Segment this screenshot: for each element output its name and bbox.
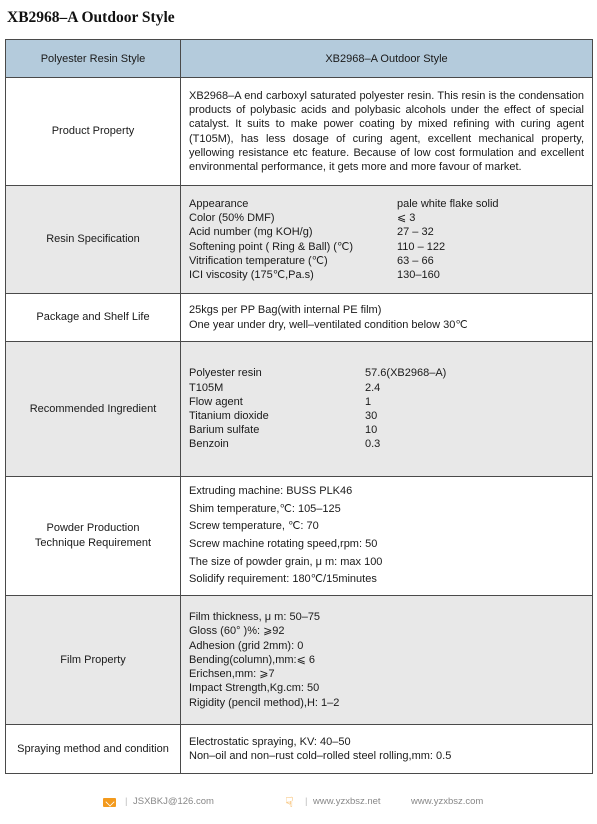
footer-website-com[interactable]: www.yzxbsz.com [411, 796, 484, 807]
page-title: XB2968–A Outdoor Style [7, 9, 175, 26]
footer-email[interactable]: JSXBKJ@126.com [133, 796, 214, 807]
ingredient-item: Barium sulfate 10 [189, 424, 378, 437]
table-header-row [6, 40, 593, 78]
row-package [6, 294, 593, 342]
ingredient-item: Titanium dioxide 30 [189, 410, 378, 422]
spraying-text: Electrostatic spraying, KV: 40–50 Non–oil and non–rust cold–rolled steel rolling,mm: 0.5 [181, 725, 593, 774]
ingredient-item: T105M 2.4 [189, 381, 381, 394]
label-package: Package and Shelf Life [6, 294, 181, 342]
label-resin-spec: Resin Specification [6, 186, 181, 294]
film-list: Film thickness, μ m: 50–75 Gloss (60° )%: ⩾92 Adhesion (grid 2mm): 0 Bending(column),mm:⩽ 6 Erichsen,mm: ⩾7 Impact Strength,Kg.cm: 50 Rigidity (pencil method),H: 1–2 [181, 596, 593, 725]
row-ingredient [6, 342, 593, 477]
footer-website-net[interactable]: www.yzxbsz.net [313, 796, 381, 807]
ingredient-item: Flow agent 1 [189, 395, 372, 408]
label-ingredient: Recommended Ingredient [6, 342, 181, 477]
spec-item: Color (50% DMF) ⩽ 3 [189, 212, 416, 225]
spec-item: Softening point ( Ring & Ball) (℃) 110 – 122 [189, 240, 446, 253]
footer-separator: | [305, 796, 308, 807]
spec-item: Appearance pale white flake solid [189, 197, 499, 210]
header-right: XB2968–A Outdoor Style [181, 40, 593, 78]
row-resin-spec [6, 186, 593, 294]
ingredient-list [181, 342, 593, 477]
ingredient-item: Polyester resin 57.6(XB2968–A) [189, 367, 447, 380]
spec-table [5, 39, 593, 774]
package-text: 25kgs per PP Bag(with internal PE film) One year under dry, well–ventilated condition below 30℃ [181, 294, 593, 342]
label-spraying: Spraying method and condition [6, 725, 181, 774]
spec-item: Acid number (mg KOH/g) 27 – 32 [189, 226, 434, 239]
label-production: Powder Production Technique Requirement [6, 477, 181, 596]
product-property-text: XB2968–A end carboxyl saturated polyester resin. This resin is the condensation products of polybasic acids and polybasic alcohols under the effect of special catalyst. It suits to make power coating by mixed refining with curing agent (T105M), has less dosage of curing agent, excellent mechanical property, yellowing resistance etc feature. Because of low cost formulation and excellent environmental performance, it gets more and more favour of market. [181, 78, 593, 186]
spec-item: Vitrification temperature (℃) 63 – 66 [189, 254, 434, 267]
footer-separator: | [125, 796, 128, 807]
row-film [6, 596, 593, 725]
mail-icon [103, 798, 116, 807]
row-spraying [6, 725, 593, 774]
label-product-property: Product Property [6, 78, 181, 186]
row-product-property [6, 78, 593, 186]
label-film: Film Property [6, 596, 181, 725]
spec-item: ICI viscosity (175℃,Pa.s) 130–160 [189, 268, 440, 281]
header-left: Polyester Resin Style [6, 40, 181, 78]
ingredient-item: Benzoin 0.3 [189, 438, 381, 451]
row-production [6, 477, 593, 596]
resin-spec-list [181, 186, 593, 294]
pointing-hand-icon: ☟ [285, 794, 294, 810]
production-list: Extruding machine: BUSS PLK46 Shim temperature,℃: 105–125 Screw temperature, ℃: 70 Screw machine rotating speed,rpm: 50 The size of powder grain, μ m: max 100 Solidify requirement: 180℃/15minutes [181, 477, 593, 596]
